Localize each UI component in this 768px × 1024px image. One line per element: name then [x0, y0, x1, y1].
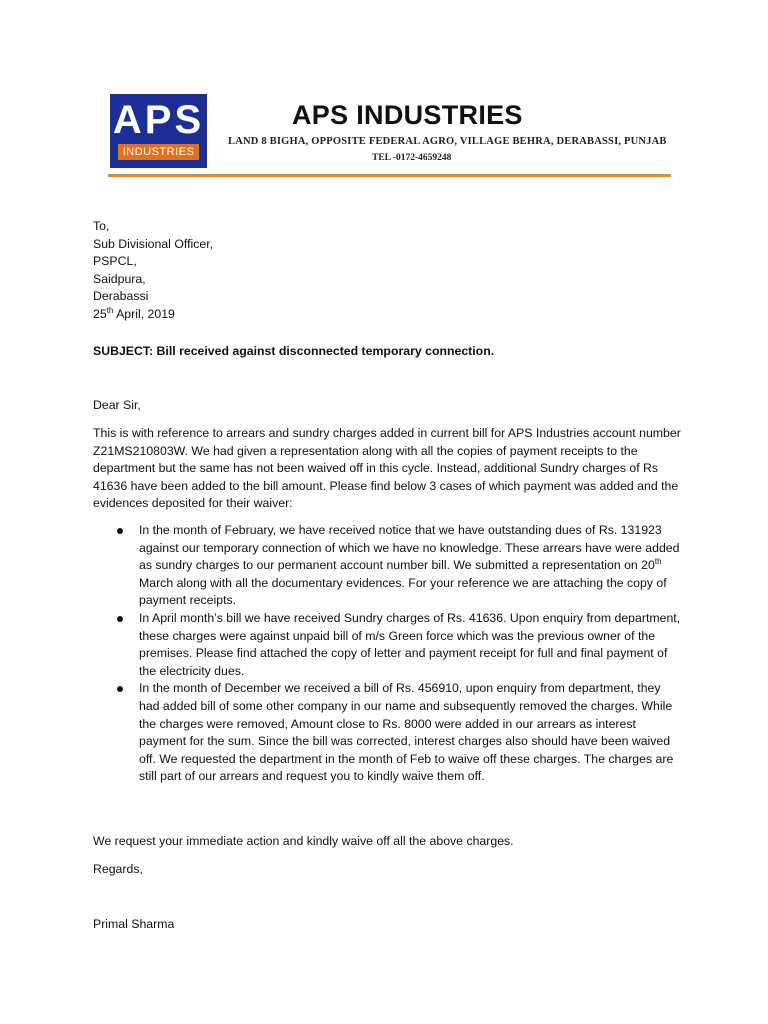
case-item [93, 680, 683, 786]
bullet-icon [117, 616, 123, 622]
recipient-line: PSPCL, [93, 254, 137, 269]
intro-paragraph: This is with reference to arrears and sundry charges added in current bill for APS Industries account number Z21MS210803W. We had given a representation along with all the copies of payment receipts to the department but the same has not been waived off in this cycle. Instead, additional Sundry charges of Rs 41636 have been added to the bill amount. Please find below 3 cases of which payment was added and the evidences deposited for their waiver: [93, 426, 681, 511]
recipient-line: To, [93, 219, 110, 233]
case-item [93, 610, 683, 680]
letter-subject: SUBJECT: Bill received against disconnected temporary connection. [93, 344, 495, 358]
bullet-icon [117, 686, 123, 692]
logo-band: INDUSTRIES [118, 144, 199, 160]
case-text: March along with all the documentary evidences. For your reference we are attaching the copy of payment receipts. [139, 575, 667, 608]
company-address: LAND 8 BIGHA, OPPOSITE FEDERAL AGRO, VILLAGE BEHRA, DERABASSI, PUNJAB [228, 136, 667, 147]
case-text: In April month’s bill we have received Sundry charges of Rs. 41636. Upon enquiry from department, these charges were against unpaid bill of m/s Green force which was the previous owner of the premises. Please find attached the copy of letter and payment receipt for full and final payment of the electricity dues. [139, 610, 681, 678]
signature-name: Primal Sharma [93, 917, 175, 931]
case-text: In the month of February, we have received notice that we have outstanding dues of Rs. 131923 against our temporary connection of which we have no knowledge. These arrears have were added as sundry charges to our permanent account number bill. We submitted a representation on 20 [139, 523, 680, 573]
bullet-icon [117, 528, 123, 534]
closing: Regards, [93, 862, 143, 876]
case-item [93, 522, 683, 610]
date-suffix: th [106, 305, 114, 315]
date-rest: April, 2019 [113, 306, 175, 321]
cases-list [93, 522, 683, 786]
recipient-address [93, 218, 683, 324]
date-day: 25 [93, 306, 107, 321]
letter-date [93, 306, 683, 324]
company-name: APS INDUSTRIES [292, 100, 523, 130]
case-text: In the month of December we received a bill of Rs. 456910, upon enquiry from department, they had added bill of some other company in our name and subsequently removed the charges. While the charges were removed, Amount close to Rs. 8000 were added in our arrears as interest payment for the sum. Since the bill was corrected, interest charges also should have been waived off. We requested the department in the month of Feb to waive off these charges. The charges are still part of our arrears and request you to kindly waive them off. [139, 681, 674, 784]
case-sup: th [654, 557, 662, 567]
letterhead-divider [108, 174, 671, 177]
recipient-line: Saidpura, [93, 271, 146, 286]
company-logo [110, 94, 207, 168]
request-paragraph: We request your immediate action and kindly waive off all the above charges. [93, 834, 514, 848]
recipient-line: Sub Divisional Officer, [93, 236, 214, 251]
logo-letters: APS [112, 98, 205, 142]
letter-greeting: Dear Sir, [93, 398, 141, 412]
recipient-line: Derabassi [93, 289, 149, 304]
company-telephone: TEL -0172-4659248 [372, 153, 452, 163]
